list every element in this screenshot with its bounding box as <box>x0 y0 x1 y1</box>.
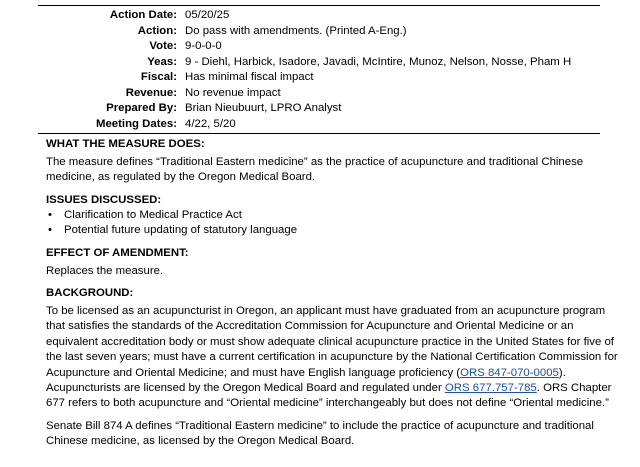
background-text: . ORS Chapter <box>536 382 612 395</box>
background-heading: BACKGROUND: <box>46 287 134 299</box>
background-line: To be licensed as an acupuncturist in Oregon, an applicant must have graduated from an acupuncture program <box>46 305 606 317</box>
measure-section <box>46 137 606 186</box>
issue-text: Potential future updating of statutory language <box>64 224 298 237</box>
measure-line: medicine, as regulated by the Oregon Medical Board. <box>46 171 316 184</box>
fiscal-row <box>40 70 600 86</box>
background-line <box>46 381 612 396</box>
meeting-dates-value: 4/22, 5/20 <box>185 117 236 130</box>
sb874-line: Chinese medicine, as licensed by the Oregon Medical Board. <box>46 435 355 448</box>
yeas-row <box>40 55 600 71</box>
vote-row <box>40 39 600 55</box>
metadata-rule <box>38 133 600 134</box>
measure-line: The measure defines “Traditional Eastern medicine” as the practice of acupuncture and traditional Chinese <box>46 156 584 168</box>
amendment-section <box>46 246 606 279</box>
top-rule <box>38 5 600 6</box>
amendment-text: Replaces the measure. <box>46 265 164 277</box>
issues-heading: ISSUES DISCUSSED: <box>46 194 162 206</box>
background-text: ). <box>558 366 566 379</box>
meeting-dates-row <box>40 117 600 133</box>
action-date-label: Action Date: <box>109 9 177 21</box>
background-line <box>46 366 606 381</box>
revenue-row <box>40 86 600 102</box>
action-label: Action: <box>137 24 177 37</box>
background-line: 677 refers to both acupuncture and “Oriental medicine” interchangeably but does not define “Oriental medicine.” <box>46 397 609 410</box>
bullet-icon: • <box>48 209 52 221</box>
list-item <box>46 223 606 238</box>
action-date-value: 05/20/25 <box>185 9 230 21</box>
prepared-by-label: Prepared By: <box>106 102 177 114</box>
issues-section <box>46 193 606 239</box>
action-value: Do pass with amendments. (Printed A-Eng.) <box>185 24 407 37</box>
yeas-value: 9 - Diehl, Harbick, Isadore, Javadi, McIntire, Munoz, Nelson, Nosse, Pham H <box>185 55 572 68</box>
prepared-by-value: Brian Nieubuurt, LPRO Analyst <box>185 102 342 114</box>
issue-text: Clarification to Medical Practice Act <box>64 209 242 221</box>
yeas-label: Yeas: <box>147 55 177 68</box>
background-text: Acupuncture and Oriental Medicine; and must have English language proficiency ( <box>46 366 461 379</box>
revenue-value: No revenue impact <box>185 86 281 99</box>
action-date-row <box>40 8 600 24</box>
amendment-heading: EFFECT OF AMENDMENT: <box>46 247 189 259</box>
measure-metadata <box>40 8 600 132</box>
background-line: equivalent accreditation body or must show adequate clinical acupuncture practice in the United States for five of <box>46 335 614 348</box>
fiscal-value: Has minimal fiscal impact <box>185 71 314 83</box>
issues-list <box>46 208 606 239</box>
ors-847-070-0005-link[interactable]: ORS 847-070-0005 <box>460 366 559 379</box>
background-section <box>46 286 618 450</box>
action-row <box>40 24 600 40</box>
fiscal-label: Fiscal: <box>140 71 177 83</box>
sb874-line: Senate Bill 874 A defines “Traditional Eastern medicine” to include the practice of acupuncture and traditional <box>46 419 594 432</box>
bullet-icon: • <box>48 224 52 237</box>
measure-heading: WHAT THE MEASURE DOES: <box>46 138 205 150</box>
background-line: the last seven years; must have a current certification in acupuncture by the National Certification Commission for <box>46 351 618 364</box>
ors-677-757-785-link[interactable]: ORS 677.757-785 <box>444 382 537 395</box>
vote-value: 9-0-0-0 <box>185 40 222 52</box>
prepared-by-row <box>40 101 600 117</box>
vote-label: Vote: <box>149 40 177 52</box>
list-item <box>46 208 606 223</box>
background-text: Acupuncturists are licensed by the Oregon Medical Board and regulated under <box>46 382 445 395</box>
background-line: that satisfies the standards of the Accreditation Commission for Acupuncture and Oriental Medicine or an <box>46 320 574 333</box>
meeting-dates-label: Meeting Dates: <box>95 117 177 130</box>
revenue-label: Revenue: <box>125 86 177 99</box>
